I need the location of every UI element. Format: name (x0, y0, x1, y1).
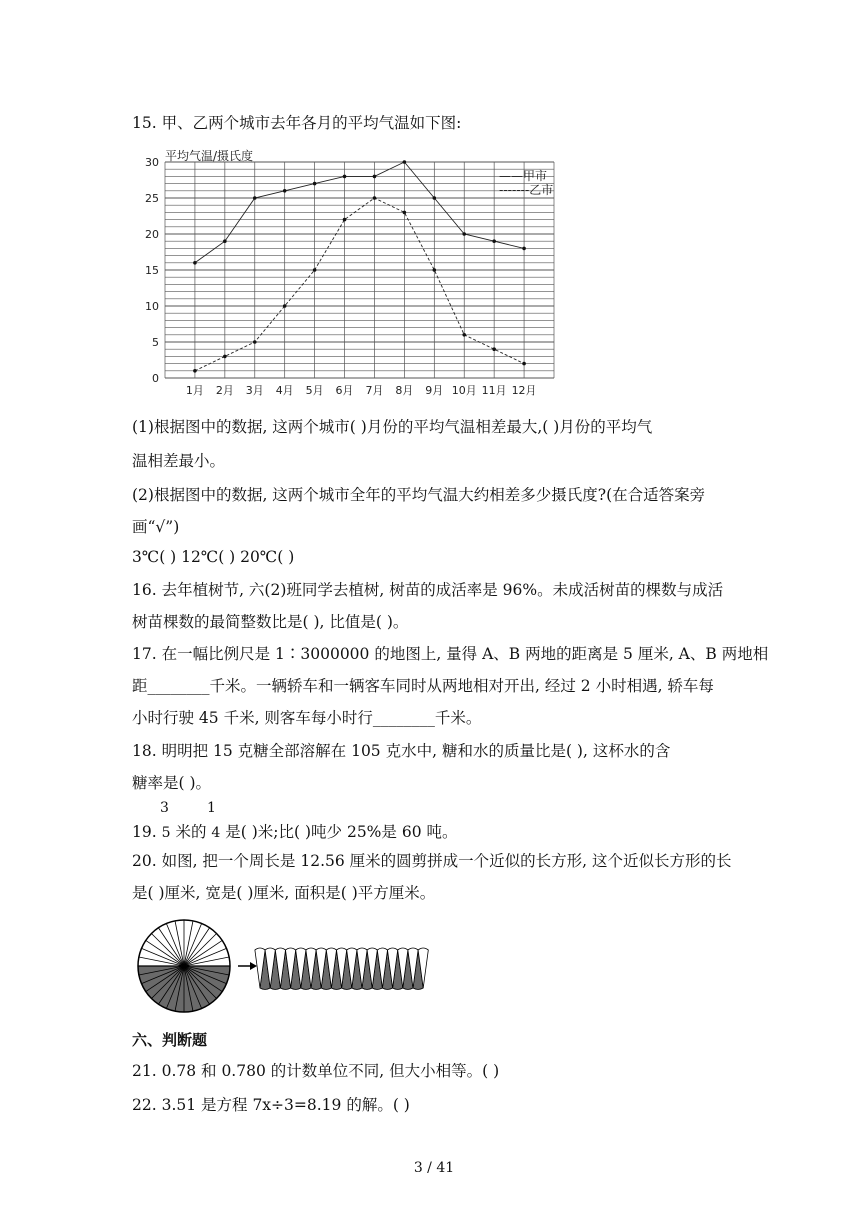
data-point (313, 268, 317, 272)
data-point (253, 196, 257, 200)
data-point (283, 304, 287, 308)
circle-radius-line (151, 933, 184, 966)
data-point (403, 160, 407, 164)
y-tick-label: 25 (145, 192, 159, 205)
circle-radius-line (184, 933, 217, 966)
q20-line2: 是( )厘米, 宽是( )厘米, 面积是( )平方厘米。 (132, 884, 436, 902)
q17-line1: 17. 在一幅比例尺是 1∶3000000 的地图上, 量得 A、B 两地的距离是 5 厘米, A、B 两地相 (132, 645, 769, 663)
x-tick-label: 2月 (215, 384, 234, 397)
data-point (433, 268, 437, 272)
data-point (223, 239, 227, 243)
q19-line (132, 822, 458, 843)
chart-title: 平均气温/摄氏度 (165, 149, 254, 163)
q16-line1: 16. 去年植树节, 六(2)班同学去植树, 树苗的成活率是 96%。未成活树苗的棵数与成活 (132, 581, 724, 599)
circle-to-rectangle-figure (134, 918, 434, 1018)
y-tick-label: 20 (145, 228, 159, 241)
q15-sub2-line1: (2)根据图中的数据, 这两个城市全年的平均气温大约相差多少摄氏度?(在合适答案旁 (132, 486, 706, 504)
x-tick-label: 3月 (245, 384, 264, 397)
approx-rectangle (255, 948, 428, 990)
question-21: 21. 0.78 和 0.780 的计数单位不同, 但大小相等。( ) (132, 1062, 500, 1080)
q19-text-a: 米的 (175, 823, 207, 841)
question-22: 22. 3.51 是方程 7x÷3=8.19 的解。( ) (132, 1096, 410, 1114)
data-point (462, 333, 466, 337)
data-point (522, 362, 526, 366)
y-tick-label: 10 (145, 300, 159, 313)
series-lines (195, 162, 524, 371)
section-6-title: 六、判断题 (132, 1031, 208, 1049)
data-point (313, 182, 317, 186)
legend-jia: ——甲市 (499, 169, 548, 183)
x-tick-label: 5月 (305, 384, 324, 397)
arrow-icon (238, 962, 257, 970)
q19-fraction2-numerator: 1 (207, 800, 216, 816)
data-point (462, 232, 466, 236)
q18-line2: 糖率是( )。 (132, 774, 212, 792)
q17-line3: 小时行驶 45 千米, 则客车每小时行________千米。 (132, 709, 482, 727)
x-tick-label: 8月 (395, 384, 414, 397)
data-point (193, 261, 197, 265)
q15-sub1-line1: (1)根据图中的数据, 这两个城市( )月份的平均气温相差最大,( )月份的平均气 (132, 418, 653, 436)
y-tick-label: 5 (152, 336, 159, 349)
q15-sub1-line2: 温相差最小。 (132, 452, 226, 470)
data-point (492, 239, 496, 243)
x-tick-label: 12月 (511, 384, 537, 397)
legend-yi: -------乙市 (499, 183, 554, 197)
q19-number: 19. (132, 823, 157, 841)
data-point (492, 347, 496, 351)
data-point (253, 340, 257, 344)
x-tick-label: 6月 (335, 384, 354, 397)
data-point (433, 196, 437, 200)
x-tick-label: 10月 (451, 384, 477, 397)
x-tick-label: 11月 (481, 384, 507, 397)
q16-line2: 树苗棵数的最简整数比是( ), 比值是( )。 (132, 613, 409, 631)
x-tick-label: 1月 (185, 384, 204, 397)
series-points (193, 160, 526, 372)
q17-line2: 距________千米。一辆轿车和一辆客车同时从两地相对开出, 经过 2 小时相遇, 轿车每 (132, 677, 714, 695)
data-point (373, 175, 377, 179)
data-point (343, 175, 347, 179)
q15-options: 3℃( ) 12℃( ) 20℃( ) (132, 548, 295, 566)
data-point (343, 218, 347, 222)
data-point (522, 247, 526, 251)
data-point (193, 369, 197, 373)
page-number: 3 / 41 (413, 1160, 455, 1176)
divided-circle (138, 920, 230, 1012)
q19-fraction1-denominator: 5 (161, 825, 171, 841)
q15-stem: 15. 甲、乙两个城市去年各月的平均气温如下图: (132, 114, 462, 132)
data-point (373, 196, 377, 200)
y-tick-label: 15 (145, 264, 159, 277)
chart-grid (165, 162, 554, 378)
q19-fraction2-denominator: 4 (211, 825, 221, 841)
q19-fraction1-numerator: 3 (160, 800, 169, 816)
temperature-line-chart (138, 140, 568, 402)
x-tick-label: 4月 (275, 384, 294, 397)
q15-sub2-line2: 画“√”) (132, 518, 180, 536)
q18-line1: 18. 明明把 15 克糖全部溶解在 105 克水中, 糖和水的质量比是( ), 这杯水的含 (132, 742, 671, 760)
y-tick-label: 30 (145, 156, 159, 169)
data-point (283, 189, 287, 193)
data-point (403, 211, 407, 215)
y-tick-labels (145, 156, 159, 385)
y-tick-label: 0 (152, 372, 159, 385)
q19-text-b: 是( )米;比( )吨少 25%是 60 吨。 (225, 823, 458, 841)
x-tick-label: 7月 (365, 384, 384, 397)
data-point (223, 355, 227, 359)
x-tick-labels (186, 384, 537, 397)
x-tick-label: 9月 (425, 384, 444, 397)
q20-line1: 20. 如图, 把一个周长是 12.56 厘米的圆剪拼成一个近似的长方形, 这个近似长方形的长 (132, 852, 732, 870)
